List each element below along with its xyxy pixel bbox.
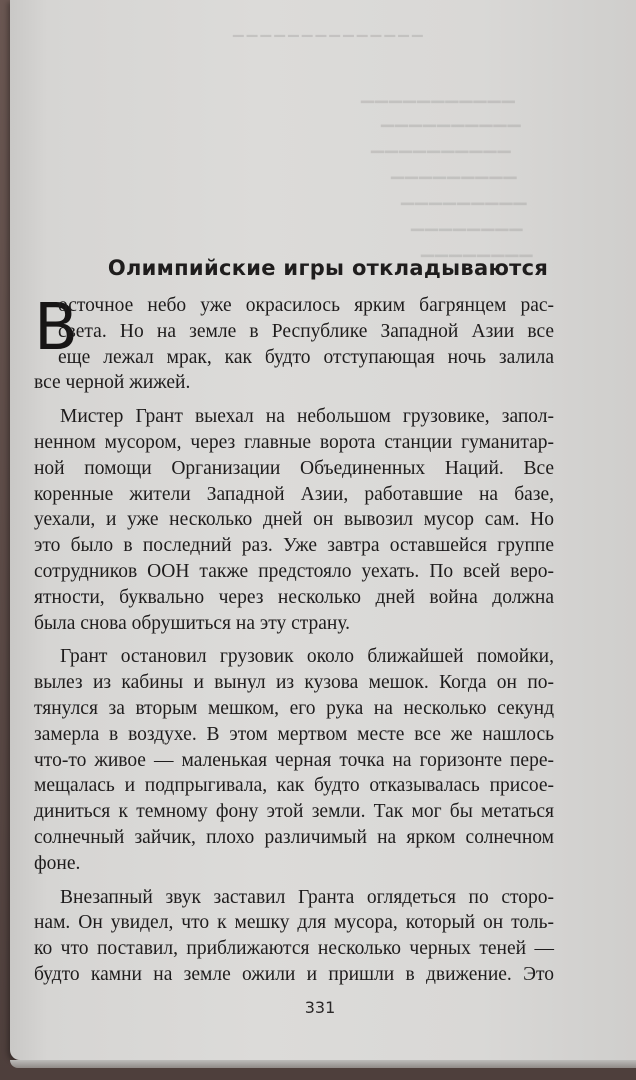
text-line: была снова обрушиться на эту страну. [34, 612, 351, 634]
text-line: уехали, и уже несколько дней он вывозил мусор сам. Но [34, 509, 554, 531]
page-edge [10, 1060, 636, 1068]
text-line: все черной жижей. [34, 372, 191, 394]
show-through-line: ▁▁▁▁▁▁▁▁▁▁▁ [360, 84, 515, 103]
text-line: света. Но на земле в Республике Западной Азии все [58, 320, 554, 342]
text-line: ко что поставил, приближаются несколько черных теней — [34, 938, 554, 960]
text-line: ной помощи Организации Объединенных Наций. Все [34, 457, 554, 479]
show-through-header: ▔▔▔▔▔▔▔▔▔▔▔▔▔▔ [230, 37, 423, 52]
text-line: сотрудников ООН также предстояло уехать. По всей веро- [34, 560, 554, 582]
body-text [34, 293, 554, 988]
paragraph-gap [34, 636, 554, 644]
text-line: осточное небо уже окрасилось ярким багрянцем рас- [58, 295, 554, 316]
paragraph-gap [34, 877, 554, 885]
show-through-line: ▁▁▁▁▁▁▁▁▁▁ [380, 108, 521, 127]
text-line: Мистер Грант выехал на небольшом грузовике, запол- [60, 406, 554, 428]
show-through-line: ▁▁▁▁▁▁▁▁▁▁ [370, 134, 511, 153]
page-number: 331 [304, 998, 336, 1017]
text-line: еще лежал мрак, как будто отступающая ночь залила [58, 346, 554, 368]
text-line: Внезапный звук заставил Гранта оглядеться по сторо- [60, 886, 554, 908]
text-line: замерла в воздухе. В этом мертвом месте все же нашлось [34, 723, 554, 745]
drop-cap: В [34, 291, 78, 365]
show-through-line: ▁▁▁▁▁▁▁▁ [420, 238, 533, 257]
text-line: тянулся за вторым мешком, его рука на несколько секунд [34, 697, 554, 719]
text-line: что-то живое — маленькая черная точка на горизонте пере- [34, 749, 554, 771]
show-through-line: ▁▁▁▁▁▁▁▁ [410, 212, 523, 231]
text-line: это было в последний раз. Уже завтра оставшейся группе [34, 535, 554, 557]
show-through-line: ▁▁▁▁▁▁▁▁▁ [400, 186, 527, 205]
show-through-line: ▁▁▁▁▁▁▁▁▁ [390, 160, 517, 179]
text-line: будто камни на земле ожили и пришли в движение. Это [34, 963, 554, 985]
text-line: ятности, буквально через несколько дней война должна [34, 586, 554, 608]
text-line: фоне. [34, 852, 81, 874]
text-line: диниться к темному фону этой земли. Так мог бы метаться [34, 801, 554, 823]
paragraph-gap [34, 396, 554, 404]
text-line: коренные жители Западной Азии, работавшие на базе, [34, 483, 554, 505]
text-line: Грант остановил грузовик около ближайшей помойки, [60, 646, 554, 668]
text-line: мещалась и подпрыгивала, как будто отказывалась присое- [34, 775, 554, 797]
text-line: нам. Он увидел, что к мешку для мусора, который он толь- [34, 912, 554, 934]
text-line: вылез из кабины и вынул из кузова мешок. Когда он по- [34, 672, 554, 694]
chapter-title: Олимпийские игры откладываются [107, 256, 549, 280]
text-line: солнечный зайчик, плохо различимый на ярком солнечном [34, 826, 554, 848]
text-line: ненном мусором, через главные ворота станции гуманитар- [34, 431, 554, 453]
